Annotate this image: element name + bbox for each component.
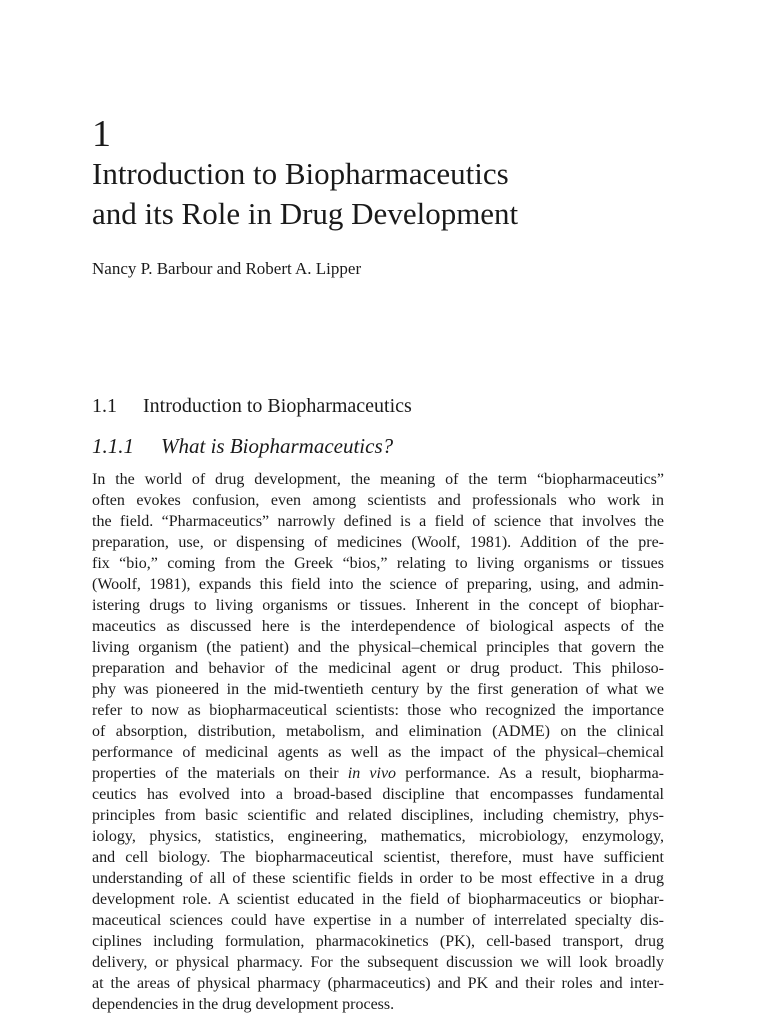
body-line: development role. A scientist educated in the field of biopharmaceutics or biophar- [92,891,664,908]
body-line-with-italic [92,763,664,784]
body-line: at the areas of physical pharmacy (pharmaceutics) and PK and their roles and inter- [92,975,664,992]
body-line: understanding of all of these scientific fields in order to be most effective in a drug [92,870,664,887]
body-line: and cell biology. The biopharmaceutical scientist, therefore, must have sufficient [92,849,664,866]
body-line: refer to now as biopharmaceutical scientists: those who recognized the importance [92,702,664,719]
body-line: ceutics has evolved into a broad-based discipline that encompasses fundamental [92,786,664,803]
body-text-run: properties of the materials on their [92,765,348,782]
body-line: In the world of drug development, the meaning of the term “biopharmaceutics” [92,471,664,488]
chapter-title-line: Introduction to Biopharmaceutics [92,156,509,191]
body-paragraph [92,469,664,1015]
section-number: 1.1 [92,395,117,417]
chapter-number: 1 [92,113,111,155]
body-line: delivery, or physical pharmacy. For the subsequent discussion we will look broadly [92,954,664,971]
body-line: phy was pioneered in the mid-twentieth century by the first generation of what we [92,681,664,698]
body-line: iology, physics, statistics, engineering, mathematics, microbiology, enzymology, [92,828,664,845]
body-text-run: performance. As a result, biopharma- [396,765,665,782]
chapter-title [92,154,712,234]
body-line: maceutics as discussed here is the interdependence of biological aspects of the [92,618,664,635]
body-line: principles from basic scientific and related disciplines, including chemistry, phys- [92,807,664,824]
body-line: ciplines including formulation, pharmacokinetics (PK), cell-based transport, drug [92,933,664,950]
body-line: (Woolf, 1981), expands this field into the science of preparing, using, and admin- [92,576,664,593]
body-line: performance of medicinal agents as well as the impact of the physical–chemical [92,744,664,761]
subsection-number: 1.1.1 [92,434,134,458]
subsection-heading [92,432,393,460]
section-heading [92,393,412,419]
subsection-title: What is Biopharmaceutics? [161,434,394,458]
body-italic-term: in vivo [347,765,397,782]
body-line: dependencies in the drug development process. [92,996,395,1013]
chapter-authors: Nancy P. Barbour and Robert A. Lipper [92,259,362,278]
section-title: Introduction to Biopharmaceutics [143,395,412,417]
body-line: fix “bio,” coming from the Greek “bios,” relating to living organisms or tissues [92,555,664,572]
body-line: istering drugs to living organisms or tissues. Inherent in the concept of biophar- [92,597,664,614]
body-line: of absorption, distribution, metabolism, and elimination (ADME) on the clinical [92,723,664,740]
body-line: preparation, use, or dispensing of medicines (Woolf, 1981). Addition of the pre- [92,534,664,551]
body-line: often evokes confusion, even among scientists and professionals who work in [92,492,664,509]
body-line: living organism (the patient) and the physical–chemical principles that govern the [92,639,664,656]
body-line: the field. “Pharmaceutics” narrowly defined is a field of science that involves the [92,513,664,530]
chapter-title-line: and its Role in Drug Development [92,196,519,231]
body-line: maceutical sciences could have expertise in a number of interrelated specialty dis- [92,912,664,929]
body-line: preparation and behavior of the medicinal agent or drug product. This philoso- [92,660,664,677]
